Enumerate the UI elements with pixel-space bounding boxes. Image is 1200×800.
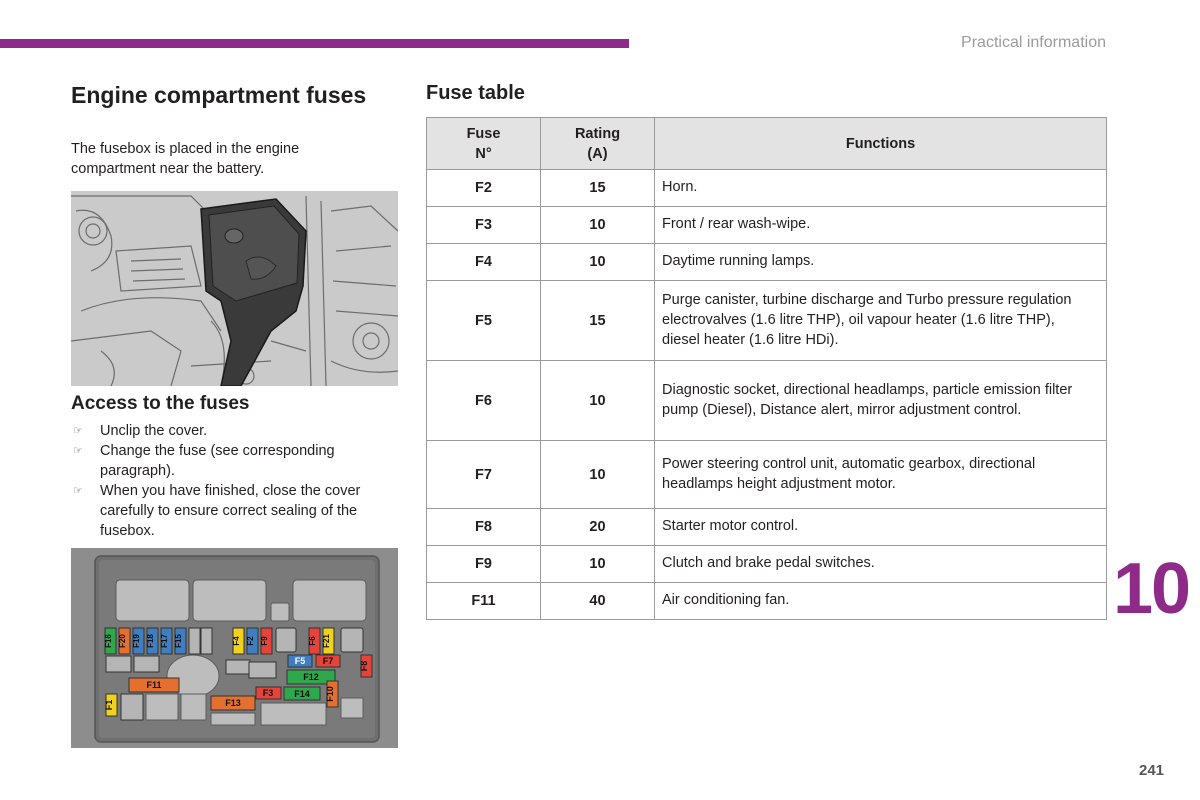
fuse-label: F14 — [294, 689, 310, 699]
header-functions: Functions — [655, 118, 1107, 170]
fuse-number-cell: F9 — [427, 546, 541, 583]
list-item — [71, 441, 391, 481]
fuse-label: F19 — [132, 634, 141, 648]
function-cell: Clutch and brake pedal switches. — [655, 546, 1107, 583]
fuse-label: F5 — [294, 656, 306, 666]
fuse-label: F2 — [246, 636, 255, 646]
fuse-label: F15 — [174, 634, 183, 648]
table-row — [427, 281, 1107, 361]
section-accent-bar — [0, 39, 629, 48]
fuse-label: F11 — [146, 680, 162, 690]
fuse-label: F21 — [322, 634, 331, 648]
fuse-number-cell: F2 — [427, 170, 541, 207]
table-row — [427, 207, 1107, 244]
fuse-number-cell: F6 — [427, 361, 541, 441]
intro-text: The fusebox is placed in the engine compartment near the battery. — [71, 141, 300, 177]
fuse-label: F4 — [232, 636, 241, 646]
step-text: Unclip the cover. — [100, 423, 208, 439]
table-row — [427, 546, 1107, 583]
pointing-hand-icon: ☞ — [73, 445, 83, 457]
fuse-table-title: Fuse table — [426, 82, 525, 104]
rating-cell: 10 — [541, 207, 655, 244]
function-cell: Starter motor control. — [655, 509, 1107, 546]
fuse-label: F18 — [146, 634, 155, 648]
rating-cell: 20 — [541, 509, 655, 546]
function-cell: Air conditioning fan. — [655, 583, 1107, 620]
function-cell: Power steering control unit, automatic gearbox, directional headlamps height adjustment motor. — [655, 441, 1107, 509]
table-row — [427, 509, 1107, 546]
section-title: Practical information — [961, 34, 1106, 51]
access-title: Access to the fuses — [71, 393, 250, 414]
fuse-number-cell: F7 — [427, 441, 541, 509]
step-text: Change the fuse (see corresponding paragraph). — [100, 443, 335, 479]
fuse-label: F6 — [308, 636, 317, 646]
fuse-label: F9 — [260, 636, 269, 646]
rating-cell: 10 — [541, 546, 655, 583]
fuse-label: F1 — [104, 699, 114, 711]
rating-cell: 10 — [541, 361, 655, 441]
engine-compartment-illustration — [71, 191, 398, 386]
fuse-label: F10 — [325, 686, 335, 702]
table-row — [427, 583, 1107, 620]
rating-cell: 15 — [541, 281, 655, 361]
fuse-number-cell: F3 — [427, 207, 541, 244]
rating-cell: 10 — [541, 244, 655, 281]
fuse-label: F16 — [104, 634, 113, 648]
function-cell: Daytime running lamps. — [655, 244, 1107, 281]
fuse-number-cell: F4 — [427, 244, 541, 281]
fuse-label: F20 — [118, 634, 127, 648]
fuse-number-cell: F5 — [427, 281, 541, 361]
fuse-number-cell: F8 — [427, 509, 541, 546]
page-title: Engine compartment fuses — [71, 82, 367, 108]
function-cell: Diagnostic socket, directional headlamps, particle emission filter pump (Diesel), Distance alert, mirror adjustment control. — [655, 361, 1107, 441]
rating-cell: 15 — [541, 170, 655, 207]
table-row — [427, 441, 1107, 509]
fuse-label: F17 — [160, 634, 169, 648]
fuse-label: F3 — [262, 688, 274, 698]
list-item — [71, 421, 391, 441]
chapter-number: 10 — [1113, 549, 1190, 629]
pointing-hand-icon: ☞ — [73, 485, 83, 497]
rating-cell: 10 — [541, 441, 655, 509]
fuse-label: F12 — [303, 672, 319, 682]
header-rating: Rating (A) — [541, 118, 655, 170]
page-number: 241 — [1139, 762, 1165, 779]
fuse-label: F8 — [359, 660, 369, 672]
table-header-row — [427, 118, 1107, 170]
fuse-table — [426, 117, 1107, 620]
pointing-hand-icon: ☞ — [73, 425, 83, 437]
function-cell: Front / rear wash-wipe. — [655, 207, 1107, 244]
function-cell: Purge canister, turbine discharge and Turbo pressure regulation electrovalves (1.6 litre THP), oil vapour heater (1.6 litre THP), diesel heater (1.6 litre HDi). — [655, 281, 1107, 361]
access-steps-list — [71, 421, 391, 541]
fuse-label: F7 — [322, 656, 334, 666]
fuse-label: F13 — [225, 698, 241, 708]
fuse-number-cell: F11 — [427, 583, 541, 620]
table-row — [427, 170, 1107, 207]
list-item — [71, 481, 391, 541]
table-row — [427, 244, 1107, 281]
table-row — [427, 361, 1107, 441]
step-text: When you have finished, close the cover carefully to ensure correct sealing of the fusebox. — [100, 483, 361, 539]
header-fuse-number: Fuse N° — [427, 118, 541, 170]
fusebox-diagram — [71, 548, 398, 748]
rating-cell: 40 — [541, 583, 655, 620]
function-cell: Horn. — [655, 170, 1107, 207]
